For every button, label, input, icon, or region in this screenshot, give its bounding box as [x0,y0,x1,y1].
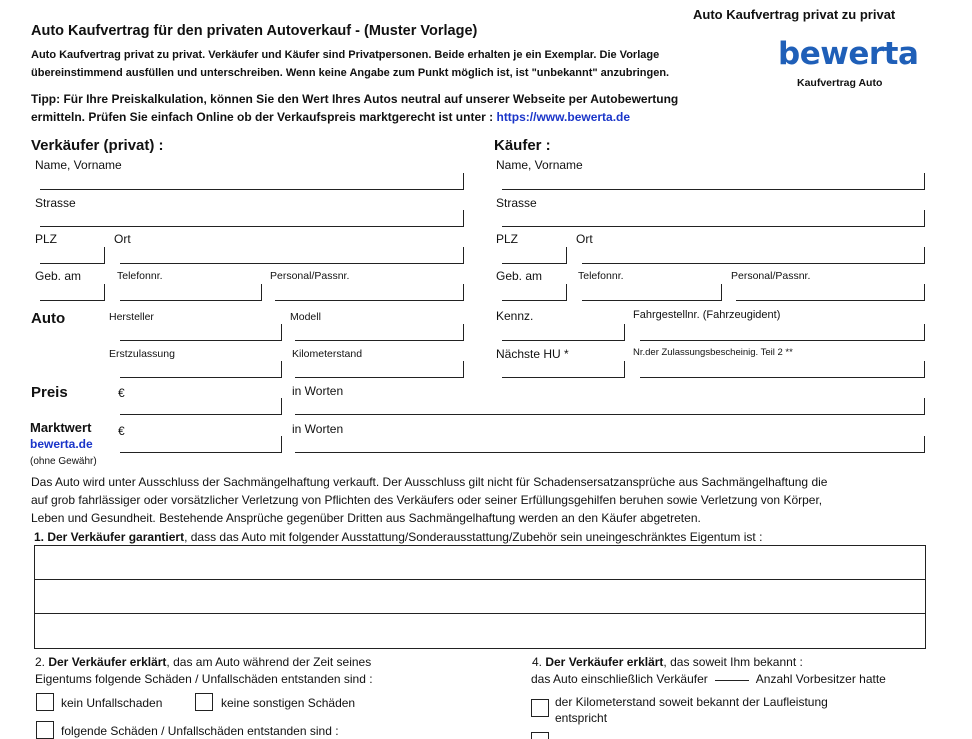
car-vin-field[interactable] [640,340,925,341]
section-4-line-2 [531,672,886,686]
market-field[interactable] [120,452,282,453]
car-next-hu-label: Nächste HU * [496,347,569,361]
seller-born-label: Geb. am [35,269,82,283]
equipment-row[interactable] [35,580,925,614]
buyer-born-label: Geb. am [496,269,543,283]
field-tick [281,398,282,415]
field-tick [924,247,925,264]
buyer-street-label: Strasse [496,196,537,210]
buyer-passport-label: Personal/Passnr. [731,270,811,282]
seller-city-field[interactable] [120,263,464,264]
seller-city-label: Ort [114,232,131,246]
car-mileage-label: Kilometerstand [292,348,363,360]
market-link[interactable]: bewerta.de [30,437,93,451]
market-heading: Marktwert [30,420,92,435]
buyer-name-label: Name, Vorname [496,158,583,172]
section-2-line-2: Eigentums folgende Schäden / Unfallschäden entstanden sind : [35,672,373,686]
section-2-text: , das am Auto während der Zeit seines [166,655,372,669]
field-tick [104,247,105,264]
page-title: Auto Kaufvertrag für den privaten Autoverkauf - (Muster Vorlage) [31,23,478,39]
market-in-words-label: in Worten [292,422,344,436]
no-accident-label: kein Unfallschaden [61,696,163,710]
car-plate-label: Kennz. [496,309,534,323]
buyer-phone-field[interactable] [582,300,722,301]
field-tick [924,173,925,190]
seller-phone-label: Telefonnr. [117,270,163,282]
disclaimer-line-1: Das Auto wird unter Ausschluss der Sachmängelhaftung verkauft. Der Ausschluss gilt nicht für Schadensersatzansprüche aus Sachmängelhaftung die [31,475,828,489]
market-currency: € [118,424,125,438]
field-tick [566,247,567,264]
buyer-heading: Käufer : [494,137,551,154]
car-plate-field[interactable] [502,340,625,341]
mileage-label-1: der Kilometerstand soweit bekannt der Laufleistung [555,695,828,709]
buyer-city-label: Ort [576,232,593,246]
section-1-heading [34,530,762,544]
header-top-right: Auto Kaufvertrag privat zu privat [693,7,896,22]
field-tick [463,210,464,227]
market-in-words-field[interactable] [295,452,925,453]
car-maker-field[interactable] [120,340,282,341]
field-tick [624,324,625,341]
bewerta-logo: bewerta [778,36,919,72]
price-currency: € [118,386,125,400]
intro-line-2: übereinstimmend ausfüllen und unterschreiben. Wenn keine Angabe zum Punkt möglich ist, ist "unbekannt" anzubringen. [31,67,670,79]
seller-passport-label: Personal/Passnr. [270,270,350,282]
field-tick [104,284,105,301]
car-mileage-field[interactable] [295,377,464,378]
seller-heading: Verkäufer (privat) : [31,137,164,154]
section-2-heading [35,655,371,669]
seller-street-field[interactable] [40,226,464,227]
equipment-row[interactable] [35,546,925,580]
section-4-num: 4. [532,655,546,669]
buyer-passport-field[interactable] [736,300,925,301]
field-tick [924,284,925,301]
field-tick [463,324,464,341]
buyer-plz-field[interactable] [502,263,567,264]
no-other-damage-label: keine sonstigen Schäden [221,696,356,710]
field-tick [281,324,282,341]
buyer-street-field[interactable] [502,226,925,227]
seller-name-label: Name, Vorname [35,158,122,172]
section-2-num: 2. [35,655,49,669]
section-1-text: , dass das Auto mit folgender Ausstattung/Sonderausstattung/Zubehör sein uneingeschränktes Eigentum ist : [184,530,763,544]
logo-caption: Kaufvertrag Auto [797,77,883,89]
section-4-line-2a: das Auto einschließlich Verkäufer [531,672,708,686]
field-tick [924,436,925,453]
no-other-damage-checkbox[interactable] [195,693,213,711]
section-4-bold: Der Verkäufer erklärt [545,655,664,669]
field-tick [281,436,282,453]
car-first-reg-field[interactable] [120,377,282,378]
field-tick [261,284,262,301]
field-tick [566,284,567,301]
car-next-hu-field[interactable] [502,377,625,378]
section-4-heading [532,655,803,669]
field-tick [924,324,925,341]
buyer-born-field[interactable] [502,300,567,301]
tip-link[interactable]: https://www.bewerta.de [496,110,631,124]
section-1-bold: 1. Der Verkäufer garantiert [34,530,185,544]
tip-line-1: Tipp: Für Ihre Preiskalkulation, können Sie den Wert Ihres Autos neutral auf unserer Webseite per Autobewertung [31,92,679,106]
price-field[interactable] [120,414,282,415]
section-4-text: , das soweit Ihm bekannt : [663,655,803,669]
equipment-table [34,545,926,649]
mileage-checkbox[interactable] [531,699,549,717]
seller-phone-field[interactable] [120,300,262,301]
tip-line-2 [31,110,630,124]
buyer-phone-label: Telefonnr. [578,270,624,282]
disclaimer-line-2: auf grob fahrlässiger oder vorsätzlicher Verletzung von Pflichten des Verkäufers oder seiner Erfüllungsgehilfen beruhen sowie Verletzung von Körper, [31,493,823,507]
field-tick [924,210,925,227]
car-vin-label: Fahrgestellnr. (Fahrzeugident) [633,309,781,321]
field-tick [721,284,722,301]
disclaimer-line-3: Leben und Gesundheit. Bestehende Ansprüche gegenüber Dritten aus Sachmängelhaftung werden an den Käufer abgetreten. [31,511,701,525]
field-tick [924,398,925,415]
field-tick [463,247,464,264]
seller-street-label: Strasse [35,196,76,210]
field-tick [281,361,282,378]
section-4-line-2b: Anzahl Vorbesitzer hatte [755,672,886,686]
seller-plz-field[interactable] [40,263,105,264]
previous-owners-field[interactable] [715,680,749,681]
field-tick [463,173,464,190]
car-first-reg-label: Erstzulassung [109,348,175,360]
section-2-bold: Der Verkäufer erklärt [48,655,167,669]
damages-checkbox[interactable] [36,721,54,739]
market-note: (ohne Gewähr) [30,456,97,467]
price-in-words-label: in Worten [292,384,344,398]
equipment-row[interactable] [35,614,925,647]
buyer-city-field[interactable] [582,263,925,264]
buyer-name-field[interactable] [502,189,925,190]
seller-plz-label: PLZ [35,232,58,246]
intro-line-1: Auto Kaufvertrag privat zu privat. Verkäufer und Käufer sind Privatpersonen. Beide erhalten je ein Exemplar. Die Vorlage [31,49,660,61]
seller-passport-field[interactable] [275,300,464,301]
seller-name-field[interactable] [40,189,464,190]
next-checkbox[interactable] [531,732,549,739]
price-heading: Preis [31,384,68,401]
field-tick [924,361,925,378]
car-maker-label: Hersteller [109,311,154,323]
car-model-label: Modell [290,311,321,323]
field-tick [624,361,625,378]
mileage-label-2: entspricht [555,711,608,725]
tip-text: ermitteln. Prüfen Sie einfach Online ob der Verkaufspreis marktgerecht ist unter : [31,110,494,124]
car-reg-doc-field[interactable] [640,377,925,378]
damages-label: folgende Schäden / Unfallschäden entstanden sind : [61,724,339,738]
car-model-field[interactable] [295,340,464,341]
car-reg-doc-label: Nr.der Zulassungsbescheinig. Teil 2 ** [633,347,793,358]
seller-born-field[interactable] [40,300,105,301]
buyer-plz-label: PLZ [496,232,519,246]
price-in-words-field[interactable] [295,414,925,415]
field-tick [463,284,464,301]
field-tick [463,361,464,378]
no-accident-checkbox[interactable] [36,693,54,711]
car-heading: Auto [31,310,66,327]
